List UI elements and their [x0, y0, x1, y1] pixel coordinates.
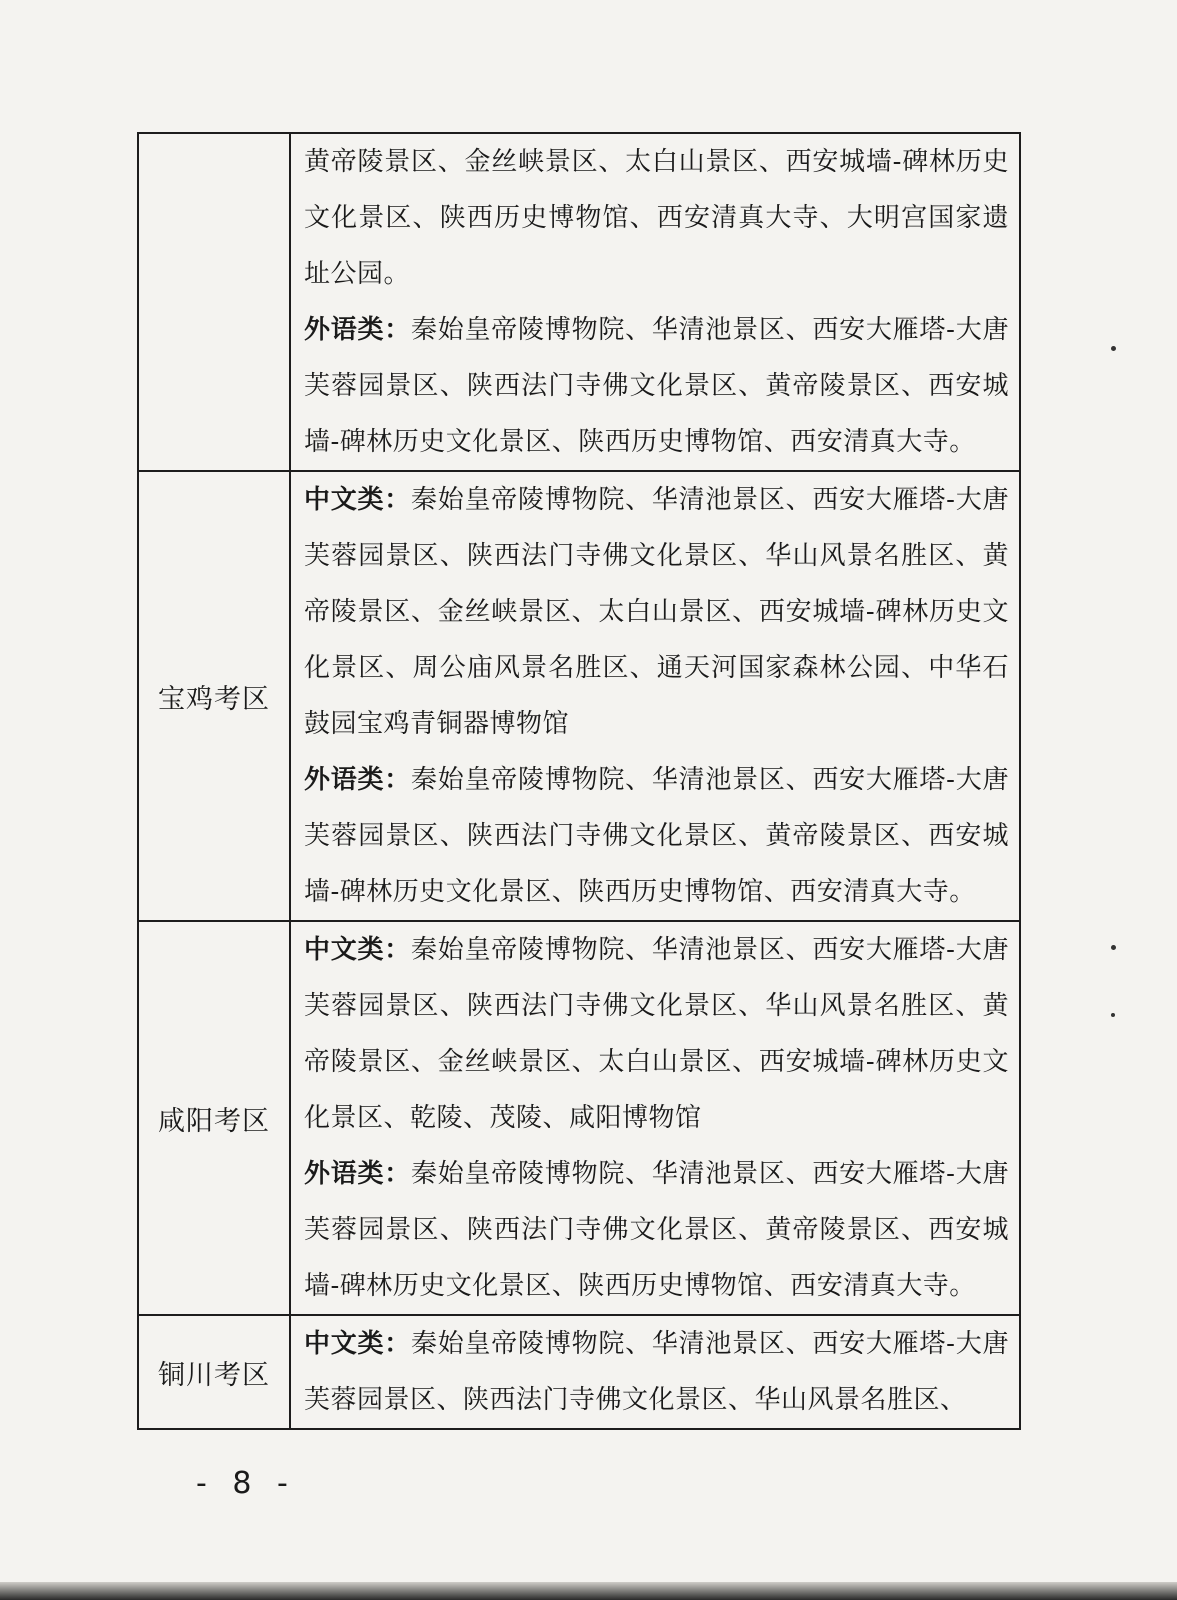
category-text: 黄帝陵景区、金丝峡景区、太白山景区、西安城墙-碑林历史文化景区、陕西历史博物馆、西安清真大寺、大明宫国家遗址公园。: [304, 147, 1009, 289]
content-cell: [290, 133, 1020, 471]
scan-bottom-edge: [0, 1582, 1177, 1600]
scan-speck: [1111, 1013, 1115, 1017]
category-block: [304, 134, 1009, 302]
category-text: 秦始皇帝陵博物院、华清池景区、西安大雁塔-大唐芙蓉园景区、陕西法门寺佛文化景区、华山风景名胜区、黄帝陵景区、金丝峡景区、太白山景区、西安城墙-碑林历史文化景区、乾陵、茂陵、咸阳博物馆: [304, 935, 1009, 1133]
category-label: 外语类：: [304, 765, 412, 795]
category-label: 中文类：: [304, 935, 412, 965]
region-cell: 咸阳考区: [138, 921, 290, 1315]
content-cell: [290, 921, 1020, 1315]
content-cell: [290, 471, 1020, 921]
category-label: 中文类：: [304, 1329, 412, 1359]
scan-speck: [1111, 346, 1116, 351]
category-text: 秦始皇帝陵博物院、华清池景区、西安大雁塔-大唐芙蓉园景区、陕西法门寺佛文化景区、黄帝陵景区、西安城墙-碑林历史文化景区、陕西历史博物馆、西安清真大寺。: [304, 765, 1009, 907]
category-block: [304, 752, 1009, 920]
content-cell: [290, 1315, 1020, 1429]
scan-speck: [1111, 945, 1116, 950]
table-row: [138, 471, 1020, 921]
category-text: 秦始皇帝陵博物院、华清池景区、西安大雁塔-大唐芙蓉园景区、陕西法门寺佛文化景区、黄帝陵景区、西安城墙-碑林历史文化景区、陕西历史博物馆、西安清真大寺。: [304, 315, 1009, 457]
page-number: - 8 -: [196, 1466, 296, 1501]
category-block: [304, 922, 1009, 1146]
region-cell: [138, 133, 290, 471]
category-text: 秦始皇帝陵博物院、华清池景区、西安大雁塔-大唐芙蓉园景区、陕西法门寺佛文化景区、黄帝陵景区、西安城墙-碑林历史文化景区、陕西历史博物馆、西安清真大寺。: [304, 1159, 1009, 1301]
table-row: [138, 1315, 1020, 1429]
table-row: [138, 921, 1020, 1315]
category-text: 秦始皇帝陵博物院、华清池景区、西安大雁塔-大唐芙蓉园景区、陕西法门寺佛文化景区、华山风景名胜区、: [304, 1329, 1009, 1415]
category-block: [304, 1146, 1009, 1314]
table-row: [138, 133, 1020, 471]
category-label: 外语类：: [304, 1159, 412, 1189]
category-text: 秦始皇帝陵博物院、华清池景区、西安大雁塔-大唐芙蓉园景区、陕西法门寺佛文化景区、华山风景名胜区、黄帝陵景区、金丝峡景区、太白山景区、西安城墙-碑林历史文化景区、周公庙风景名胜区、通天河国家森林公园、中华石鼓园宝鸡青铜器博物馆: [304, 485, 1009, 739]
region-cell: 宝鸡考区: [138, 471, 290, 921]
category-block: [304, 302, 1009, 470]
region-cell: 铜川考区: [138, 1315, 290, 1429]
category-block: [304, 472, 1009, 752]
category-label: 中文类：: [304, 485, 412, 515]
category-label: 外语类：: [304, 315, 412, 345]
category-block: [304, 1316, 1009, 1428]
exam-region-table: [137, 132, 1021, 1430]
